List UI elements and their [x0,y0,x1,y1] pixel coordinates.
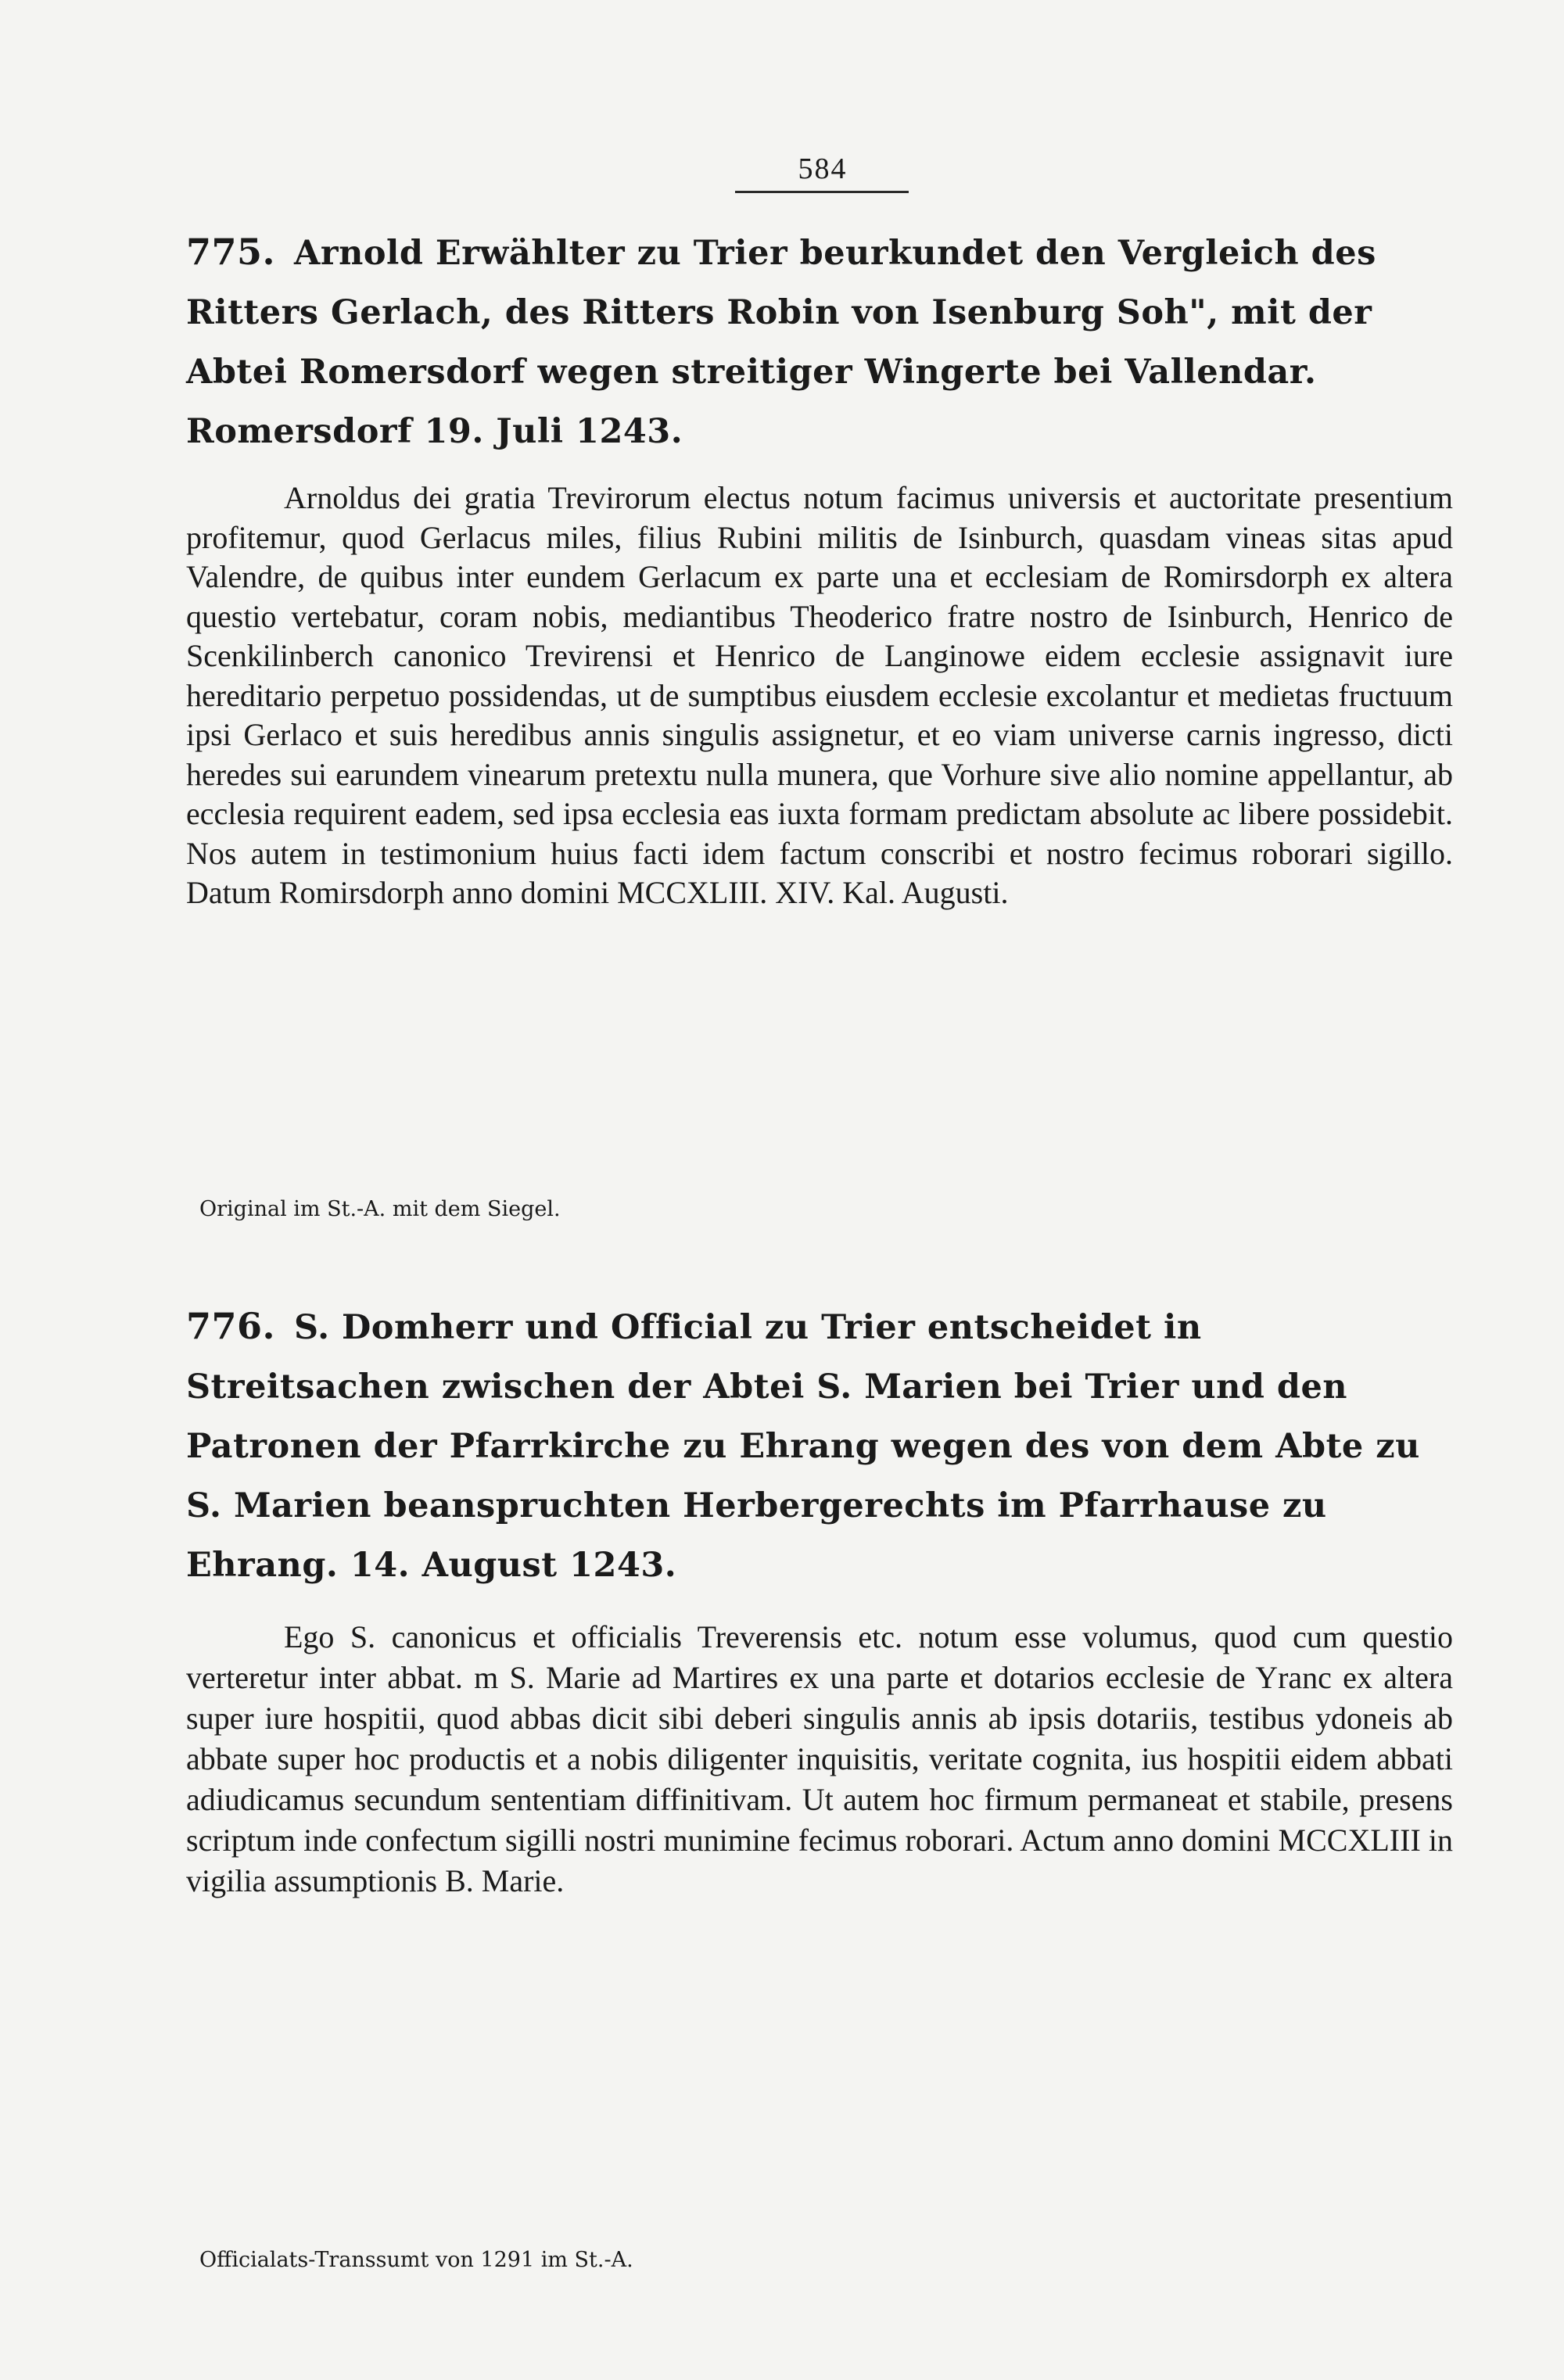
entry-775-source-note: Original im St.-A. mit dem Siegel. [199,1197,561,1221]
entry-776-number: 776. [186,1305,276,1347]
entry-776-source-note: Officialats-Transsumt von 1291 im St.-A. [199,2248,633,2272]
entry-776-heading-text: S. Domherr und Official zu Trier entscheidet in Streitsachen zwischen der Abtei S. Marien bei Trier und den Patronen der Pfarrkirche zu Ehrang wegen des von dem Abte zu S. Marien beanspruchten Herbergerechts im Pfarrhause zu Ehrang. 14. August 1243. [186,1308,1420,1585]
header-rule [735,191,909,193]
entry-776-heading [186,1296,1453,1595]
entry-776-body: Ego S. canonicus et officialis Treverensis etc. notum esse volumus, quod cum questio verteretur inter abbat. m S. Marie ad Martires ex una parte et dotarios ecclesie de Yranc ex altera super iure hospitii, quod abbas dicit sibi deberi singulis annis ab ipsis dotariis, testibus ydoneis ab abbate super hoc productis et a nobis diligenter inquisitis, veritate cognita, ius hospitii eidem abbati adiudicamus secundum sententiam diffinitivam. Ut autem hoc firmum permaneat et stabile, presens scriptum inde confectum sigilli nostri munimine fecimus roborari. Actum anno domini MCCXLIII in vigilia assumptionis B. Marie. [186,1619,1453,1898]
entry-775-heading [186,222,1453,461]
page-number: 584 [798,152,848,185]
entry-775-number: 775. [186,231,276,273]
entry-775-heading-text: Arnold Erwählter zu Trier beurkundet den Vergleich des Ritters Gerlach, des Ritters Robin von Isenburg Soh", mit der Abtei Romersdorf wegen streitiger Wingerte bei Vallendar. Romersdorf 19. Juli 1243. [186,234,1376,451]
entry-775-body: Arnoldus dei gratia Trevirorum electus notum facimus universis et auctoritate presentium profitemur, quod Gerlacus miles, filius Rubini militis de Isinburch, quasdam vineas sitas apud Valendre, de quibus inter eundem Gerlacum ex parte una et ecclesiam de Romirsdorph ex altera questio vertebatur, coram nobis, mediantibus Theoderico fratre nostro de Isinburch, Henrico de Scenkilinberch canonico Trevirensi et Henrico de Langinowe eidem ecclesie assignavit iure hereditario perpetuo possidendas, ut de sumptibus eiusdem ecclesie excolantur et medietas fructuum ipsi Gerlaco et suis heredibus annis singulis assignetur, et eo viam universe carnis ingresso, dicti heredes sui earundem vinearum pretextu nulla munera, que Vorhure sive alio nomine appellantur, ab ecclesia requirent eadem, sed ipsa ecclesia eas iuxta formam predictam absolute ac libere possidebit. Nos autem in testimonium huius facti idem factum conscribi et nostro fecimus roborari sigillo. Datum Romirsdorph anno domini MCCXLIII. XIV. Kal. Augusti. [186,480,1453,910]
